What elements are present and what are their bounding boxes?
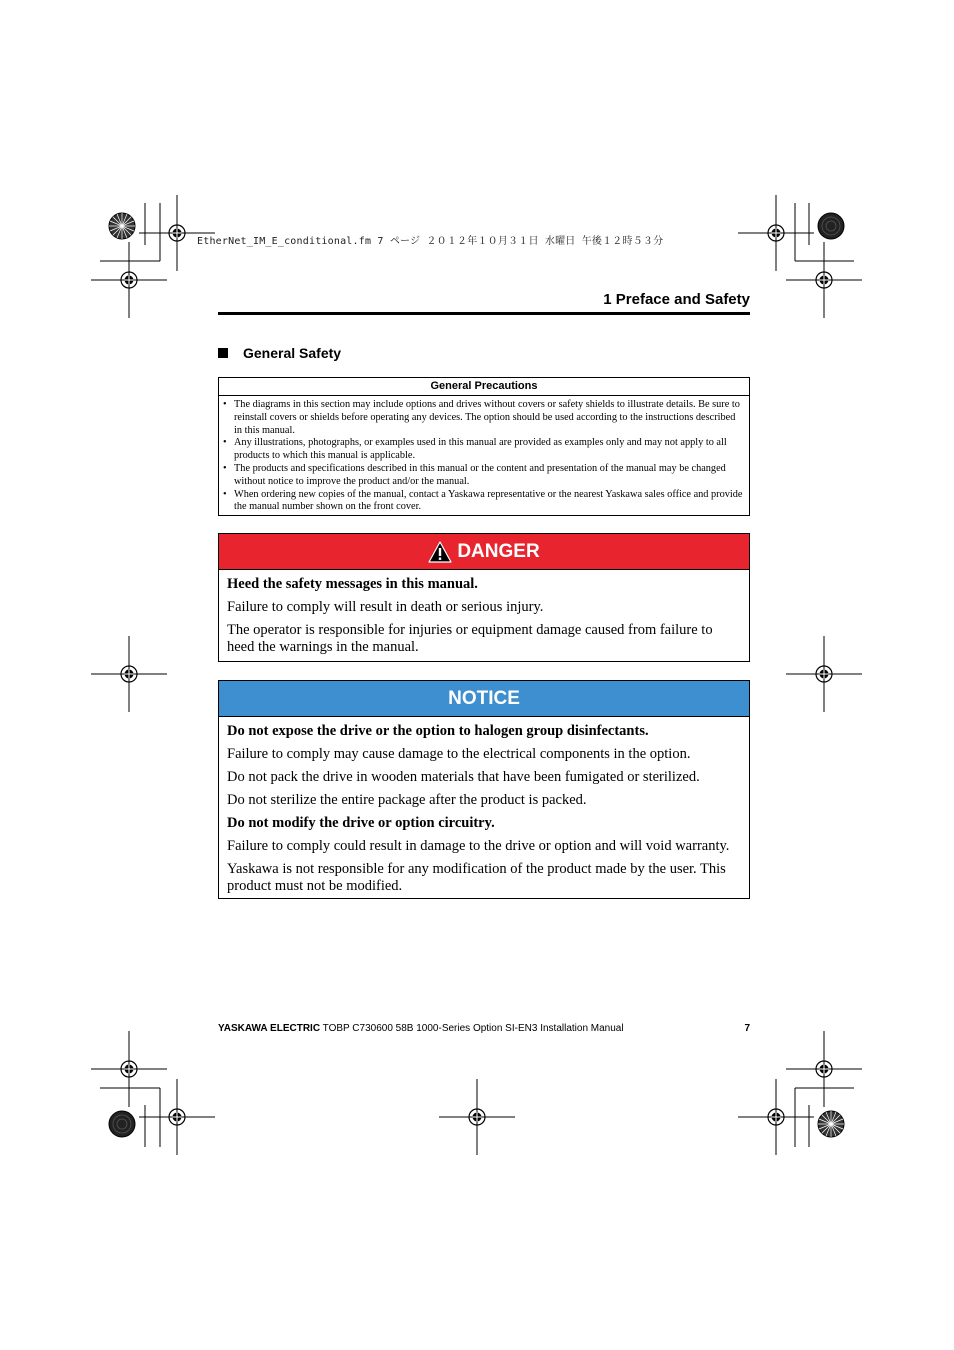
notice-line: Failure to comply could result in damage to the drive or option and will void warranty. <box>227 838 730 854</box>
list-item: • Any illustrations, photographs, or examples used in this manual are provided as examples only and may not apply to all products to which this manual is applicable. <box>234 437 745 463</box>
list-item: • The diagrams in this section may include options and drives without covers or safety shields to illustrate details. Be sure to reinstall covers or shields before operating any devices. The option should be used according to the instructions described in this manual. <box>234 399 745 437</box>
danger-box <box>218 533 750 662</box>
notice-line: Do not expose the drive or the option to halogen group disinfectants. <box>227 723 649 739</box>
subheading-text: General Safety <box>243 345 342 361</box>
notice-line: Do not sterilize the entire package after the product is packed. <box>227 792 587 808</box>
list-item: • The products and specifications described in this manual or the content and presentation of the manual may be changed without notice to improve the product and/or the manual. <box>234 463 745 489</box>
danger-line: Failure to comply will result in death or serious injury. <box>227 599 544 615</box>
printer-slug: EtherNet_IM_E_conditional.fm 7 ページ ２０１２年１０月３１日 水曜日 午後１２時５３分 <box>197 236 664 247</box>
notice-line: Yaskawa is not responsible for any modification of the product made by the user. This product must not be modified. <box>227 861 726 894</box>
notice-header <box>219 681 749 717</box>
general-precautions-list <box>219 396 749 514</box>
warning-triangle-icon <box>428 541 452 563</box>
danger-line: The operator is responsible for injuries or equipment damage caused from failure to heed the warnings in the manual. <box>227 622 713 655</box>
danger-line: Heed the safety messages in this manual. <box>227 576 478 592</box>
footer-brand: YASKAWA ELECTRIC <box>218 1023 321 1034</box>
list-item: • When ordering new copies of the manual, contact a Yaskawa representative or the nearest Yaskawa sales office and provide the manual number shown on the front cover. <box>234 489 745 515</box>
general-precautions-box <box>218 377 750 516</box>
page-footer <box>218 1023 750 1034</box>
page-number: 7 <box>744 1023 750 1034</box>
section-title: 1 Preface and Safety <box>603 291 750 308</box>
notice-line: Do not modify the drive or option circuitry. <box>227 815 495 831</box>
notice-line: Do not pack the drive in wooden materials that have been fumigated or sterilized. <box>227 769 700 785</box>
danger-body <box>219 570 749 656</box>
section-rule <box>218 312 750 315</box>
square-bullet-icon <box>218 348 228 358</box>
subheading <box>218 345 341 361</box>
notice-label: NOTICE <box>448 687 520 709</box>
notice-line: Failure to comply may cause damage to the electrical components in the option. <box>227 746 691 762</box>
footer-text: TOBP C730600 58B 1000-Series Option SI-EN3 Installation Manual <box>320 1023 624 1034</box>
notice-body <box>219 717 749 895</box>
general-precautions-title: General Precautions <box>219 378 749 396</box>
danger-header <box>219 534 749 570</box>
notice-box <box>218 680 750 899</box>
danger-label: DANGER <box>457 540 540 562</box>
